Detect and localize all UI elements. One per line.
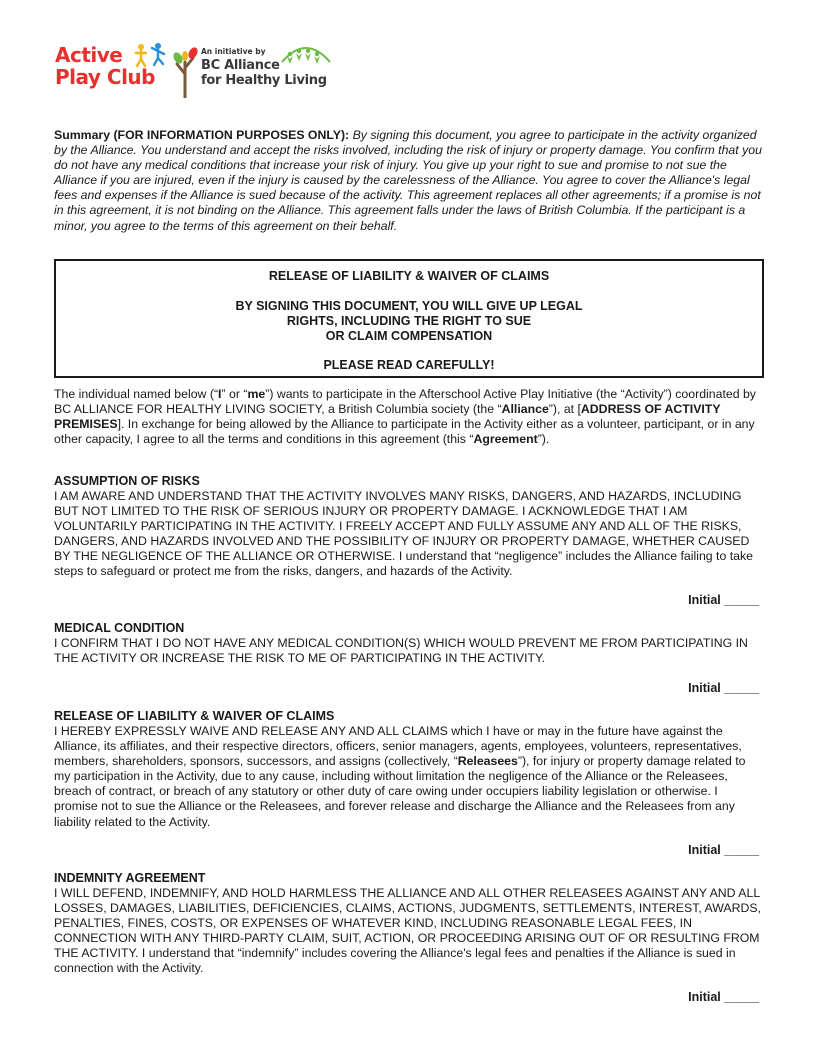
header-logos <box>52 40 332 100</box>
intro-term-me: me <box>247 387 266 401</box>
apc-logo-line1: Active <box>55 43 123 67</box>
intro-term-agreement: Agreement <box>473 432 538 447</box>
release-text-b: ”), for injury or property damage related to my participation in the Activity, due to any cause, including without limitation the negligence of the Alliance or the Releasees, breach of contract, or breach of any statutory or other duty of care owing under occupiers liability legislation or otherwise. I promise not to sue the Alliance or the Releasees, and forever release and discharge the Alliance and the Releasees from any liability related to the Activity. <box>54 754 746 829</box>
section-heading-indemnity: INDEMNITY AGREEMENT <box>54 871 206 885</box>
warning-line-3: OR CLAIM COMPENSATION <box>325 329 493 343</box>
intro-text-5: ]. In exchange for being allowed by the Alliance to participate in the Activity either as a volunteer, participant, or in any other capacity, I agree to all the terms and conditions in this agreement (this “ <box>54 417 755 447</box>
initial-field-risks[interactable]: Initial _____ <box>688 593 759 607</box>
release-term-releasees: Releasees <box>457 754 518 769</box>
intro-paragraph <box>54 387 764 447</box>
active-play-club-logo <box>52 40 170 100</box>
section-body-risks: I AM AWARE AND UNDERSTAND THAT THE ACTIVITY INVOLVES MANY RISKS, DANGERS, AND HAZARDS, INCLUDING BUT NOT LIMITED TO THE RISK OF SERIOUS INJURY OR PROPERTY DAMAGE. I ACKNOWLEDGE THAT I AM VOLUNTARILY PARTICIPATING IN THE ACTIVITY. I FREELY ACCEPT AND FULLY ASSUME ANY AND ALL OF THE RISKS, DANGERS, AND HAZARDS INVOLVED AND THE POSSIBILITY OF INJURY OR PROPERTY DAMAGE, WHETHER CAUSED BY THE NEGLIGENCE OF THE ALLIANCE OR OTHERWISE. I understand that “negligence” includes the Alliance failing to take steps to safeguard or protect me from the risks, dangers, and hazards of the Activity. <box>54 489 753 579</box>
warning-line-2: RIGHTS, INCLUDING THE RIGHT TO SUE <box>286 314 532 328</box>
tree-icon <box>170 44 200 98</box>
bca-logo-line1: BC Alliance <box>201 58 280 73</box>
summary-text: By signing this document, you agree to participate in the activity organized by the Alliance. You understand and accept the risks involved, including the risk of injury or property damage. You confirm that you do not have any medical conditions that increase your risk of injury. You give up your right to sue and promise to not sue the Alliance if you are injured, even if the injury is caused by the carelessness of the Alliance. You agree to cover the Alliance's legal fees and expenses if the Alliance is sued because of the activity. This agreement replaces all other agreements; if a promise is not in this agreement, it is not binding on the Alliance. This agreement falls under the laws of British Columbia. If the participant is a minor, you agree to the terms of this agreement on their behalf. <box>54 128 762 233</box>
section-body-medical: I CONFIRM THAT I DO NOT HAVE ANY MEDICAL CONDITION(S) WHICH WOULD PREVENT ME FROM PARTICIPATING IN THE ACTIVITY OR INCREASE THE RISK TO ME OF PARTICIPATING IN THE ACTIVITY. <box>54 636 748 666</box>
intro-text-2: ” or “ <box>221 387 248 401</box>
summary-paragraph <box>54 128 762 234</box>
intro-term-alliance: Alliance <box>501 402 549 417</box>
intro-term-i: I <box>218 387 222 401</box>
initial-field-release[interactable]: Initial _____ <box>688 843 759 857</box>
section-heading-risks: ASSUMPTION OF RISKS <box>54 474 200 488</box>
initiative-label: An initiative by <box>201 47 266 56</box>
summary-lead: Summary (FOR INFORMATION PURPOSES ONLY): <box>54 128 350 142</box>
warning-title: RELEASE OF LIABILITY & WAIVER OF CLAIMS <box>268 269 550 283</box>
initial-field-indemnity[interactable]: Initial _____ <box>688 990 759 1004</box>
bca-logo-line2: for Healthy Living <box>201 73 327 88</box>
initial-field-medical[interactable]: Initial _____ <box>688 681 759 695</box>
kids-figures-icon <box>134 42 168 70</box>
intro-address-placeholder: ADDRESS OF ACTIVITY PREMISES <box>54 402 721 432</box>
warning-lines <box>56 299 762 344</box>
please-read-notice: PLEASE READ CAREFULLY! <box>323 358 495 372</box>
section-heading-release: RELEASE OF LIABILITY & WAIVER OF CLAIMS <box>54 709 335 723</box>
warning-line-1: BY SIGNING THIS DOCUMENT, YOU WILL GIVE UP LEGAL <box>235 299 583 313</box>
intro-text-1: The individual named below (“ <box>54 387 219 401</box>
release-text-a: I HEREBY EXPRESSLY WAIVE AND RELEASE ANY AND ALL CLAIMS which I have or may in the future have against the Alliance, its affiliates, and their respective directors, officers, senior managers, agents, employees, volunteers, representatives, members, shareholders, sponsors, successors, and assigns (collectively, “ <box>54 724 742 769</box>
intro-text-3: ”) wants to participate in the Afterschool Active Play Initiative (the “Activity”) coordinated by BC ALLIANCE FOR HEALTHY LIVING SOCIETY, a British Columbia society (the “ <box>54 387 756 417</box>
intro-text-6: ”). <box>537 432 550 447</box>
section-body-indemnity: I WILL DEFEND, INDEMNIFY, AND HOLD HARMLESS THE ALLIANCE AND ALL OTHER RELEASEES AGAINST ANY AND ALL LOSSES, DAMAGES, LIABILITIES, DEFICIENCIES, CLAIMS, ACTIONS, JUDGMENTS, SETTLEMENTS, INTEREST, AWARDS, PENALTIES, FINES, COSTS, OR EXPENSES OF WHATEVER KIND, INCLUDING REASONABLE LEGAL FEES, IN CONNECTION WITH ANY THIRD-PARTY CLAIM, SUIT, ACTION, OR PROCEEDING ARISING OUT OF OR RESULTING FROM THE ACTIVITY. I understand that “indemnify” includes covering the Alliance's legal fees and penalties if the Alliance is sued in connection with the Activity. <box>54 886 761 976</box>
release-warning-box <box>54 259 764 378</box>
apc-logo-line2: Play Club <box>55 65 155 89</box>
section-body-release <box>54 724 764 830</box>
people-arch-icon <box>278 40 334 66</box>
intro-text-4: ”), at [ <box>548 402 581 417</box>
section-heading-medical: MEDICAL CONDITION <box>54 621 185 635</box>
